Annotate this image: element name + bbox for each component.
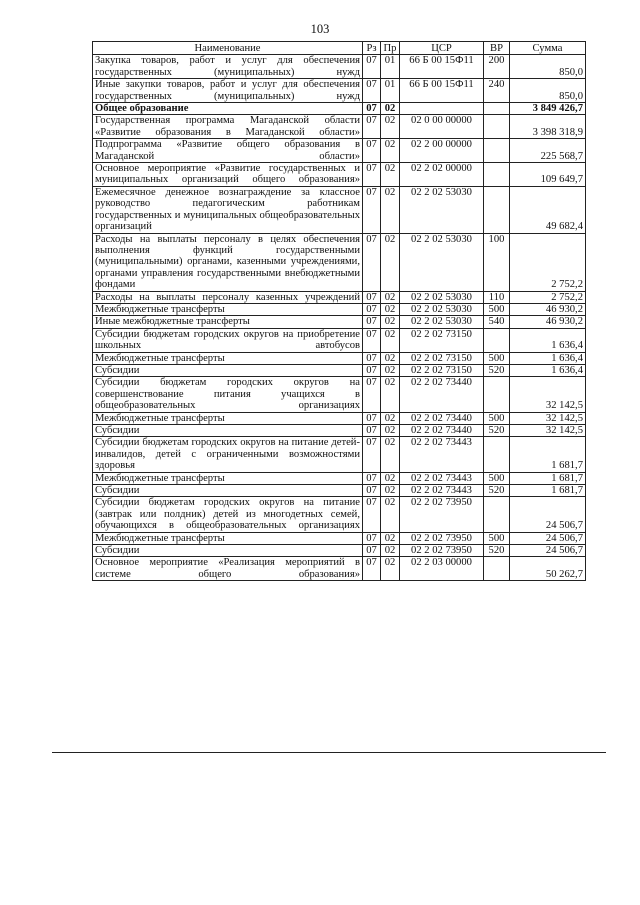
row-name: Расходы на выплаты персоналу казенных учреждений [93,291,363,303]
row-csr: 66 Б 00 15Ф11 [400,55,484,79]
table-row [93,545,586,557]
row-rz: 07 [363,532,381,544]
row-vr [484,163,510,187]
row-sum: 850,0 [510,79,586,103]
table-row [93,497,586,532]
row-rz: 07 [363,485,381,497]
row-name: Межбюджетные трансферты [93,472,363,484]
row-csr: 02 2 02 73150 [400,352,484,364]
row-rz: 07 [363,545,381,557]
row-name: Межбюджетные трансферты [93,303,363,315]
row-pr: 02 [381,139,400,163]
row-name: Ежемесячное денежное вознаграждение за классное руководство педагогическим работникам государственных и муниципальных общеобразовательных организаций [93,186,363,233]
row-sum: 3 849 426,7 [510,103,586,115]
row-vr: 520 [484,425,510,437]
row-vr: 520 [484,364,510,376]
row-sum: 1 636,4 [510,328,586,352]
row-sum: 49 682,4 [510,186,586,233]
row-csr: 02 2 02 00000 [400,163,484,187]
row-csr: 66 Б 00 15Ф11 [400,79,484,103]
row-rz: 07 [363,103,381,115]
page-number: 103 [310,22,330,36]
header-name: Наименование [93,42,363,55]
row-rz: 07 [363,79,381,103]
table-row [93,377,586,412]
table-row [93,303,586,315]
row-name: Подпрограмма «Развитие общего образования в Магаданской области» [93,139,363,163]
table-row [93,532,586,544]
header-csr: ЦСР [400,42,484,55]
row-rz: 07 [363,233,381,291]
row-sum: 1 681,7 [510,472,586,484]
row-vr [484,557,510,581]
row-sum: 2 752,2 [510,233,586,291]
row-rz: 07 [363,186,381,233]
row-rz: 07 [363,55,381,79]
row-name: Субсидии бюджетам городских округов на совершенствование питания учащихся в общеобразовательных организациях [93,377,363,412]
row-rz: 07 [363,328,381,352]
row-csr: 02 2 02 73440 [400,377,484,412]
row-pr: 02 [381,425,400,437]
table-row [93,557,586,581]
row-pr: 02 [381,364,400,376]
header-vr: ВР [484,42,510,55]
row-name: Субсидии [93,545,363,557]
budget-table [92,41,586,581]
table-row [93,425,586,437]
row-pr: 02 [381,291,400,303]
row-csr: 02 2 02 73150 [400,364,484,376]
row-vr: 540 [484,316,510,328]
row-pr: 02 [381,545,400,557]
row-pr: 02 [381,557,400,581]
row-sum: 1 681,7 [510,437,586,472]
row-rz: 07 [363,557,381,581]
row-name: Межбюджетные трансферты [93,412,363,424]
row-pr: 01 [381,55,400,79]
row-csr: 02 2 02 73950 [400,497,484,532]
row-pr: 02 [381,352,400,364]
row-csr: 02 2 03 00000 [400,557,484,581]
row-vr [484,186,510,233]
row-sum: 2 752,2 [510,291,586,303]
row-name: Субсидии бюджетам городских округов на питание (завтрак или полдник) детей из многодетных семей, обучающихся в общеобразовательных организациях [93,497,363,532]
row-csr: 02 2 02 73443 [400,472,484,484]
row-vr [484,103,510,115]
table-row [93,485,586,497]
row-sum: 24 506,7 [510,532,586,544]
row-csr: 02 2 02 53030 [400,233,484,291]
row-sum: 3 398 318,9 [510,115,586,139]
row-name: Субсидии бюджетам городских округов на питание детей-инвалидов, детей с ограниченными возможностями здоровья [93,437,363,472]
row-rz: 07 [363,412,381,424]
table-row [93,186,586,233]
row-name: Межбюджетные трансферты [93,532,363,544]
row-pr: 02 [381,377,400,412]
row-vr: 110 [484,291,510,303]
footer-divider [52,752,606,753]
row-vr: 500 [484,412,510,424]
table-row [93,79,586,103]
row-sum: 24 506,7 [510,545,586,557]
row-name: Основное мероприятие «Реализация мероприятий в системе общего образования» [93,557,363,581]
row-vr: 520 [484,485,510,497]
table-row [93,437,586,472]
header-pr: Пр [381,42,400,55]
table-row [93,328,586,352]
row-csr: 02 2 02 53030 [400,303,484,315]
row-vr: 200 [484,55,510,79]
table-row [93,55,586,79]
row-name: Расходы на выплаты персоналу в целях обеспечения выполнения функций государственными (муниципальными) органами, казенными учреждениями, органами управления государственными внебюджетными фондами [93,233,363,291]
table-row [93,412,586,424]
row-sum: 50 262,7 [510,557,586,581]
row-csr: 02 2 02 73440 [400,425,484,437]
table-row [93,352,586,364]
row-rz: 07 [363,437,381,472]
row-name: Государственная программа Магаданской области «Развитие образования в Магаданской области» [93,115,363,139]
row-csr [400,103,484,115]
row-vr: 500 [484,303,510,315]
row-sum: 225 568,7 [510,139,586,163]
row-csr: 02 2 02 73443 [400,485,484,497]
table-header-row [93,42,586,55]
row-csr: 02 2 02 73950 [400,532,484,544]
row-pr: 02 [381,115,400,139]
row-vr: 240 [484,79,510,103]
row-rz: 07 [363,472,381,484]
row-name: Субсидии [93,364,363,376]
row-sum: 46 930,2 [510,316,586,328]
row-name: Иные межбюджетные трансферты [93,316,363,328]
row-csr: 02 2 02 73150 [400,328,484,352]
row-sum: 24 506,7 [510,497,586,532]
row-pr: 02 [381,103,400,115]
row-pr: 02 [381,186,400,233]
row-name: Межбюджетные трансферты [93,352,363,364]
row-vr: 500 [484,352,510,364]
row-name: Иные закупки товаров, работ и услуг для обеспечения государственных (муниципальных) нужд [93,79,363,103]
row-name: Субсидии [93,485,363,497]
row-pr: 02 [381,303,400,315]
row-vr: 500 [484,472,510,484]
row-rz: 07 [363,364,381,376]
table-row [93,472,586,484]
header-sum: Сумма [510,42,586,55]
row-pr: 02 [381,163,400,187]
row-sum: 32 142,5 [510,412,586,424]
row-csr: 02 2 02 73440 [400,412,484,424]
row-csr: 02 2 02 53030 [400,291,484,303]
table-row [93,139,586,163]
row-pr: 01 [381,79,400,103]
table-row [93,163,586,187]
row-sum: 109 649,7 [510,163,586,187]
row-pr: 02 [381,233,400,291]
row-name: Закупка товаров, работ и услуг для обеспечения государственных (муниципальных) нужд [93,55,363,79]
row-vr [484,139,510,163]
row-rz: 07 [363,425,381,437]
row-csr: 02 0 00 00000 [400,115,484,139]
row-vr: 100 [484,233,510,291]
row-rz: 07 [363,163,381,187]
row-vr: 500 [484,532,510,544]
row-name: Субсидии бюджетам городских округов на приобретение школьных автобусов [93,328,363,352]
row-pr: 02 [381,532,400,544]
row-pr: 02 [381,328,400,352]
table-row [93,364,586,376]
row-csr: 02 2 02 73950 [400,545,484,557]
row-pr: 02 [381,437,400,472]
table-row [93,291,586,303]
row-sum: 850,0 [510,55,586,79]
row-name: Субсидии [93,425,363,437]
row-sum: 46 930,2 [510,303,586,315]
header-rz: Рз [363,42,381,55]
row-csr: 02 2 02 73443 [400,437,484,472]
row-sum: 1 636,4 [510,352,586,364]
row-vr [484,377,510,412]
row-vr: 520 [484,545,510,557]
row-rz: 07 [363,497,381,532]
row-name: Основное мероприятие «Развитие государственных и муниципальных организаций общего образования» [93,163,363,187]
row-csr: 02 2 00 00000 [400,139,484,163]
row-name: Общее образование [93,103,363,115]
row-vr [484,437,510,472]
row-pr: 02 [381,497,400,532]
row-csr: 02 2 02 53030 [400,186,484,233]
row-rz: 07 [363,316,381,328]
row-pr: 02 [381,316,400,328]
row-sum: 1 636,4 [510,364,586,376]
row-rz: 07 [363,303,381,315]
row-sum: 32 142,5 [510,425,586,437]
row-pr: 02 [381,472,400,484]
table-row [93,233,586,291]
row-vr [484,328,510,352]
row-pr: 02 [381,485,400,497]
row-rz: 07 [363,291,381,303]
row-sum: 32 142,5 [510,377,586,412]
row-vr [484,115,510,139]
table-body [93,55,586,581]
row-pr: 02 [381,412,400,424]
row-csr: 02 2 02 53030 [400,316,484,328]
row-vr [484,497,510,532]
row-rz: 07 [363,139,381,163]
row-rz: 07 [363,115,381,139]
row-rz: 07 [363,377,381,412]
row-sum: 1 681,7 [510,485,586,497]
table-row [93,115,586,139]
table-row [93,316,586,328]
row-rz: 07 [363,352,381,364]
table-row [93,103,586,115]
